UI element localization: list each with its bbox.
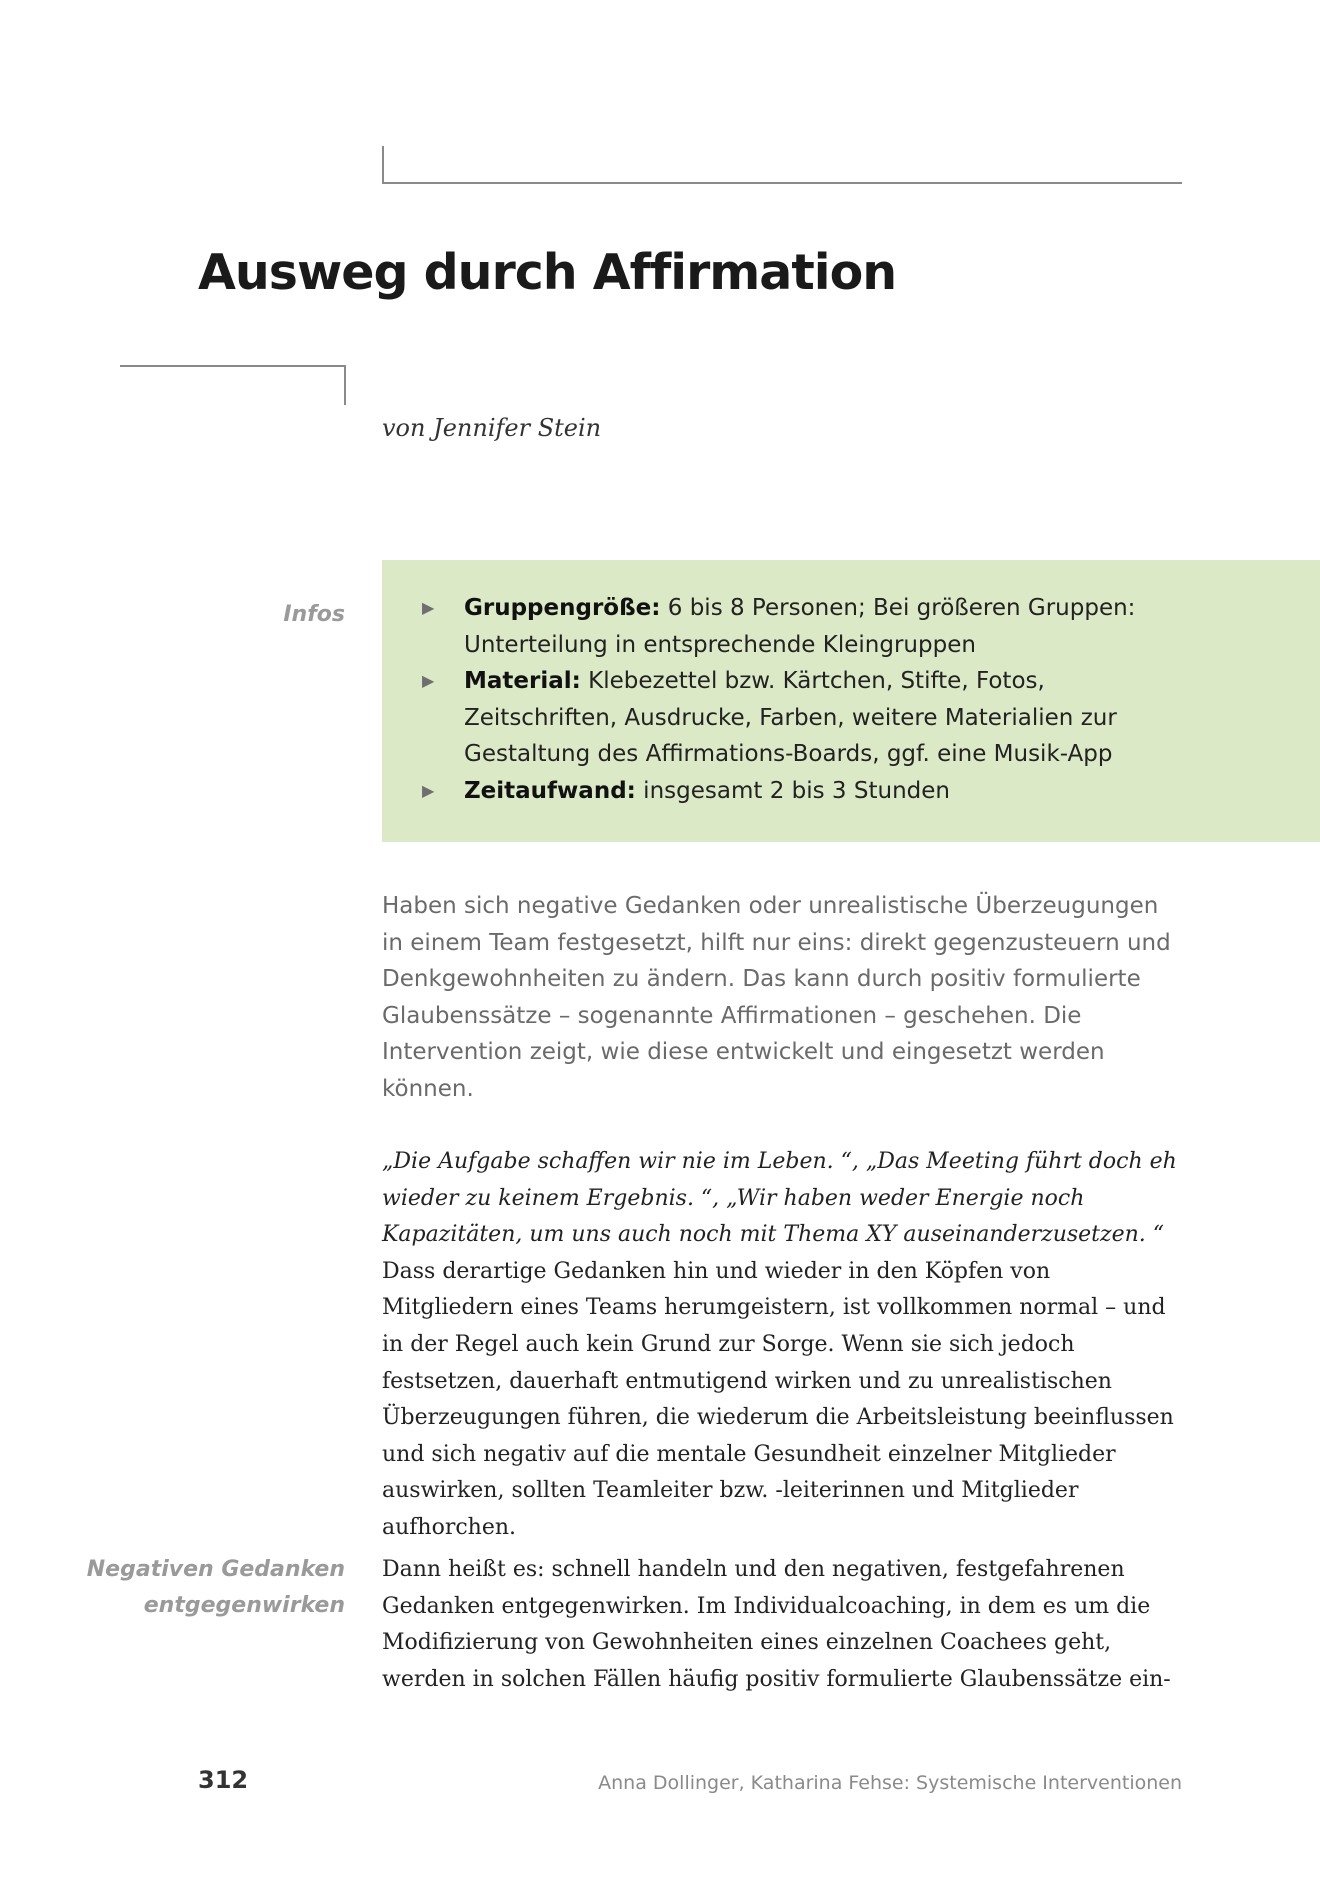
info-text: insgesamt 2 bis 3 Stunden	[635, 777, 950, 804]
quote-text: „Die Aufgabe schaffen wir nie im Leben. “, „Das Meeting führt doch eh wieder zu keinem Ergebnis. “, „Wir haben weder Energie noch Kapazitäten, um uns auch noch mit Thema XY auseinanderzusetzen. “	[382, 1149, 1177, 1248]
margin-label-line: entgegenwirken	[143, 1593, 345, 1618]
info-item-time	[422, 773, 1182, 810]
info-text: 6 bis 8 Personen; Bei größeren Gruppen: Unterteilung in entsprechende Kleingruppen	[464, 595, 1136, 658]
body-paragraph-2: Dann heißt es: schnell handeln und den negativen, festgefahrenen Gedanken entgegenwirken. Im Individualcoaching, in dem es um die Modifizierung von Gewohnheiten eines einzelnen Coachees geht, werden in solchen Fällen häufig positiv formulierte Glaubenssätze ein-	[382, 1557, 1171, 1692]
triangle-bullet-icon: ▶	[422, 671, 435, 691]
chapter-title: Ausweg durch Affirmation	[198, 244, 897, 301]
margin-label-infos: Infos	[283, 602, 345, 627]
top-decorative-rule	[382, 146, 1182, 184]
triangle-bullet-icon: ▶	[422, 598, 435, 617]
info-item-material	[422, 663, 1182, 773]
page-number: 312	[198, 1766, 249, 1794]
margin-label-negative	[87, 1552, 345, 1624]
info-key: Material:	[464, 668, 581, 695]
info-item-group-size	[422, 590, 1182, 663]
paragraph-text: Dass derartige Gedanken hin und wieder in den Köpfen von Mitgliedern eines Teams herumgeistern, ist vollkommen normal – und in der Regel auch kein Grund zur Sorge. Wenn sie sich jedoch festsetzen, dauerhaft entmutigend wirken und zu unrealistischen Überzeugungen führen, die wiederum die Arbeitsleistung beeinflussen und sich negativ auf die mentale Gesundheit einzelner Mitglieder auswirken, sollten Teamleiter bzw. -leiterinnen und Mitglieder aufhorchen.	[382, 1258, 1174, 1540]
info-key: Zeitaufwand:	[464, 777, 636, 804]
info-box	[382, 560, 1320, 842]
intro-paragraph: Haben sich negative Gedanken oder unrealistische Überzeugungen in einem Team festgesetzt, hilft nur eins: direkt gegenzusteuern und Denkgewohnheiten zu ändern. Das kann durch positiv formulierte Glaubenssätze – sogenannte Affirmationen – geschehen. Die Intervention zeigt, wie diese entwickelt und eingesetzt werden können.	[382, 893, 1171, 1102]
running-footer: Anna Dollinger, Katharina Fehse: Systemische Interventionen	[598, 1772, 1182, 1794]
margin-label-line: Negativen Gedanken	[86, 1557, 345, 1582]
info-key: Gruppengröße:	[464, 595, 661, 621]
info-text: Klebezettel bzw. Kärtchen, Stifte, Fotos, Zeitschriften, Ausdrucke, Farben, weitere Materialien zur Gestaltung des Affirmations-Boards, ggf. eine Musik-App	[464, 668, 1117, 768]
author-line: von Jennifer Stein	[382, 414, 602, 442]
triangle-bullet-icon: ▶	[422, 780, 435, 800]
left-decorative-rule	[120, 365, 346, 405]
body-paragraph-1	[382, 1144, 1182, 1547]
info-list	[422, 590, 1182, 810]
